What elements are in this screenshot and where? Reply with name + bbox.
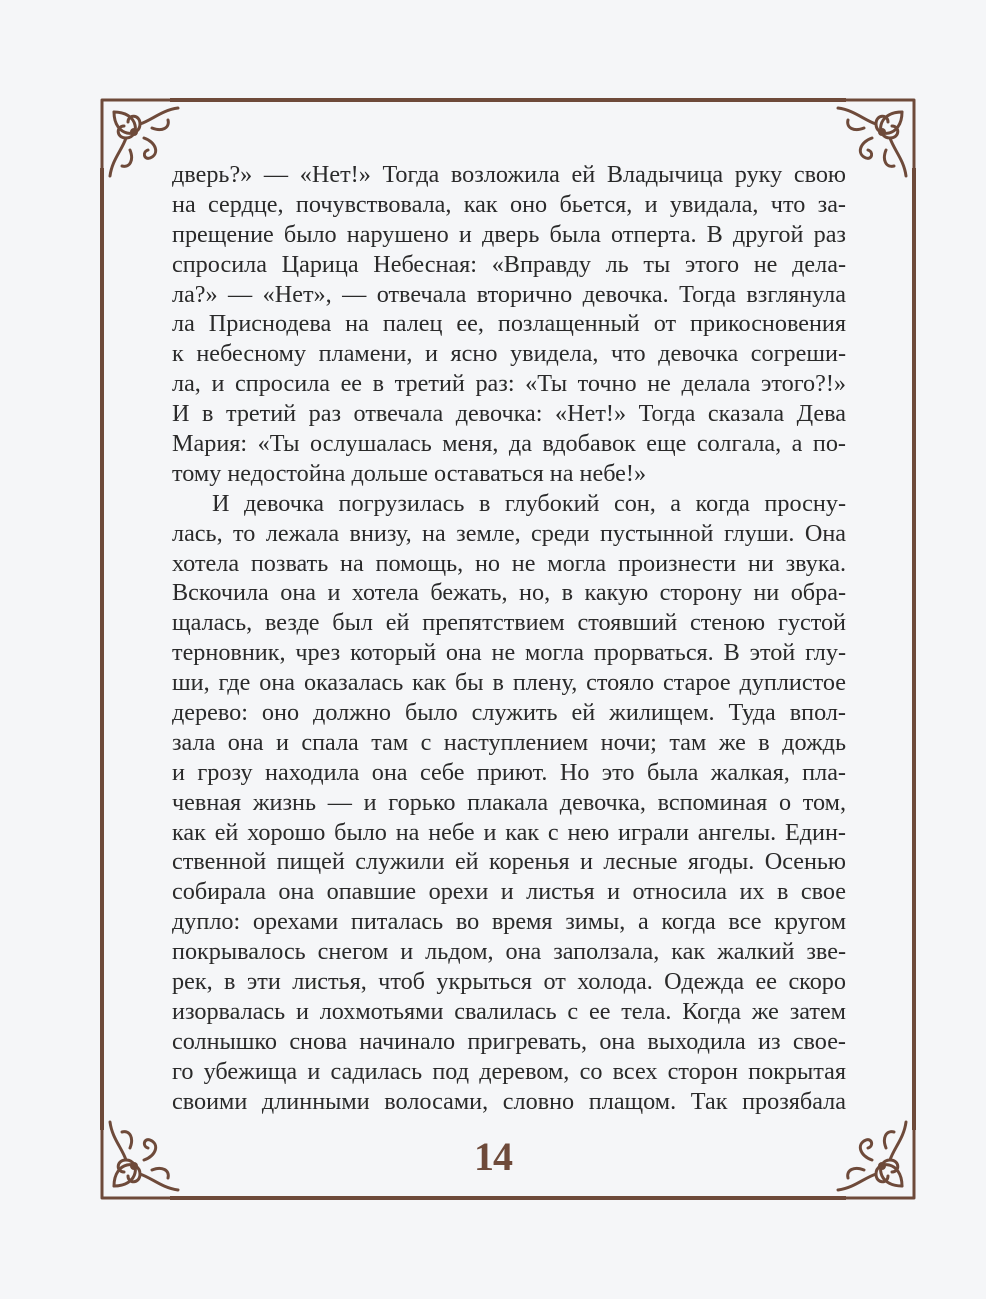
paragraph-start-line: И девочка погрузилась в глубокий сон, а когда просну- — [212, 489, 846, 517]
text-line: собирала она опавшие орехи и листья и относила их в свое — [172, 878, 846, 906]
text-line: лась, то лежала внизу, на земле, среди пустынной глуши. Она — [172, 519, 846, 547]
paragraph-end-line: тому недостойна дольше оставаться на небе!» — [172, 459, 647, 487]
text-line: как ей хорошо было на небе и как с нею играли ангелы. Един- — [172, 818, 846, 846]
text-line: ственной пищей служили ей коренья и лесные ягоды. Осенью — [172, 848, 846, 876]
text-line: хотела позвать на помощь, но не могла произнести ни звука. — [172, 549, 846, 577]
page-body-text — [172, 160, 846, 1117]
corner-ornament-bottom-right-icon — [830, 1114, 916, 1200]
text-line: ши, где она оказалась как бы в плену, стояло старое дуплистое — [172, 669, 846, 697]
frame-right-line — [912, 168, 916, 1130]
text-line: солнышко снова начинало пригревать, она выходила из свое- — [172, 1027, 846, 1055]
text-line: го убежища и садилась под деревом, со всех сторон покрытая — [172, 1057, 846, 1085]
text-line: рек, в эти листья, чтоб укрыться от холода. Одежда ее скоро — [172, 968, 846, 996]
text-line: прещение было нарушено и дверь была отперта. В другой раз — [172, 220, 846, 248]
text-line: Вскочила она и хотела бежать, но, в какую сторону ни обра- — [172, 579, 846, 607]
text-line: Мария: «Ты ослушалась меня, да вдобавок еще солгала, а по- — [172, 430, 846, 458]
text-line: дверь?» — «Нет!» Тогда возложила ей Владычица руку свою — [172, 161, 846, 188]
frame-left-line — [100, 168, 104, 1130]
page-number: 14 — [474, 1134, 512, 1179]
text-line: своими длинными волосами, словно плащом. Так прозябала — [172, 1087, 846, 1115]
frame-top-line — [170, 98, 846, 102]
text-line: покрывалось снегом и льдом, она заползала, как жалкий зве- — [172, 938, 846, 966]
text-line: ла, и спросила ее в третий раз: «Ты точно не делала этого?!» — [172, 370, 846, 398]
text-line: на сердце, почувствовала, как оно бьется, и увидала, что за- — [172, 190, 846, 218]
text-line: дупло: орехами питалась во время зимы, а когда все кругом — [172, 908, 846, 936]
text-line: дерево: оно должно было служить ей жилищем. Туда впол- — [172, 699, 846, 727]
text-line: к небесному пламени, и ясно увидела, что девочка согреши- — [172, 340, 846, 368]
text-line: ла Приснодева на палец ее, позлащенный от прикосновения — [172, 310, 846, 338]
text-line: терновник, чрез который она не могла прорваться. В этой глу- — [172, 639, 846, 667]
text-line: ла?» — «Нет», — отвечала вторично девочка. Тогда взглянула — [172, 280, 846, 308]
text-line: И в третий раз отвечала девочка: «Нет!» Тогда сказала Дева — [172, 400, 846, 428]
text-line: зала она и спала там с наступлением ночи; там же в дождь — [172, 728, 846, 756]
text-line: изорвалась и лохмотьями свалилась с ее тела. Когда же затем — [172, 997, 846, 1025]
text-line: и грозу находила она себе приют. Но это была жалкая, пла- — [172, 758, 846, 786]
text-line: чевная жизнь — и горько плакала девочка, вспоминая о том, — [172, 788, 846, 816]
corner-ornament-bottom-left-icon — [100, 1114, 186, 1200]
text-line: щалась, везде был ей препятствием стоявший стеною густой — [172, 609, 846, 637]
text-line: спросила Царица Небесная: «Вправду ль ты этого не дела- — [172, 250, 846, 278]
frame-bottom-line — [170, 1196, 846, 1200]
